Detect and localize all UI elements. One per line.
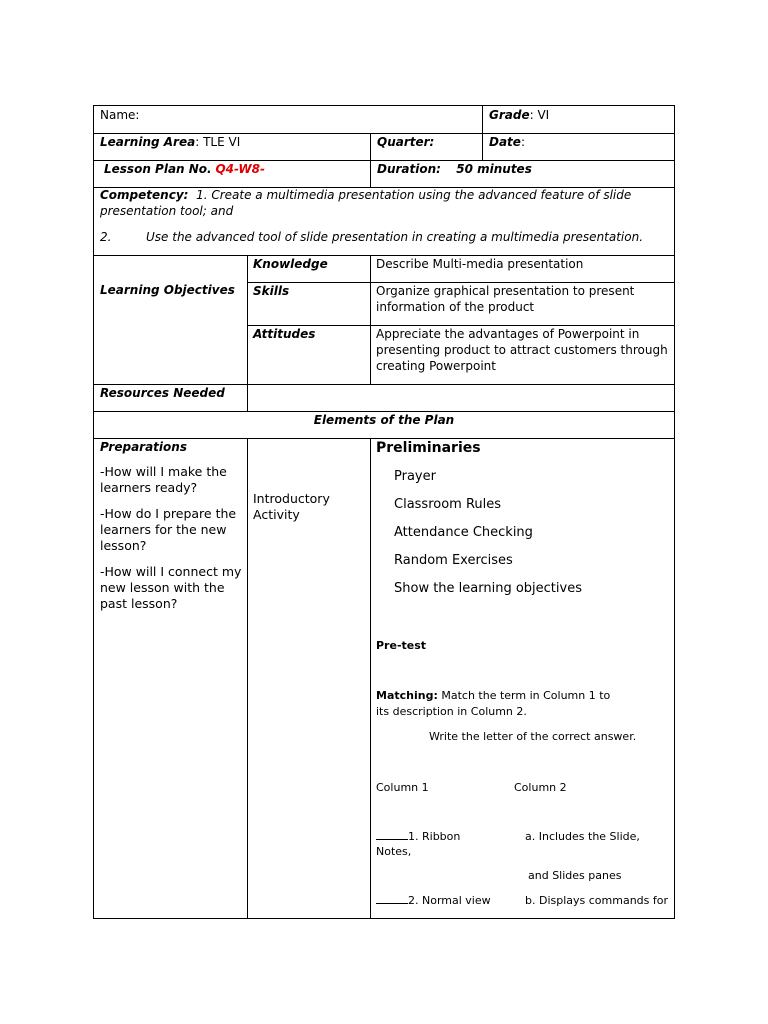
preliminaries-item-prayer: Prayer xyxy=(394,469,436,484)
matching-item-1-term: 1. Ribbon xyxy=(408,830,461,843)
resources-needed-label: Resources Needed xyxy=(100,386,225,400)
grade-value: : VI xyxy=(529,108,550,122)
lesson-plan-label: Lesson Plan No. xyxy=(104,162,212,176)
date-field xyxy=(489,134,525,150)
competency-line1 xyxy=(100,187,668,219)
matching-item-2-desc: b. Displays commands for xyxy=(525,894,669,907)
col-divider xyxy=(482,133,483,160)
preliminaries-item-attendance: Attendance Checking xyxy=(394,525,533,540)
grade-field xyxy=(489,107,549,123)
matching-item-2-term: 2. Normal view xyxy=(408,894,491,907)
duration-value: 50 minutes xyxy=(456,162,532,176)
objective-domain-attitudes: Attitudes xyxy=(253,327,316,341)
matching-item-1-desc: a. Includes the Slide, xyxy=(525,830,640,843)
matching-item-1-cont: Notes, xyxy=(376,845,412,858)
competency-item1: 1. Create a multimedia presentation using the advanced feature of slide presentation tool; and xyxy=(100,188,632,218)
matching-text: Match the term in Column 1 to its description in Column 2. xyxy=(376,689,611,718)
preparations-question-2: -How do I prepare the learners for the new lesson? xyxy=(100,506,237,553)
objective-text-skills: Organize graphical presentation to present information of the product xyxy=(376,284,635,314)
column-2-header: Column 2 xyxy=(514,781,567,794)
pretest-title: Pre-test xyxy=(376,639,427,652)
col-divider xyxy=(370,438,371,918)
learning-area-value: : TLE VI xyxy=(195,135,241,149)
learning-area-label: Learning Area xyxy=(100,135,196,149)
duration-field xyxy=(377,161,532,177)
preparations-cell xyxy=(100,439,243,612)
preliminaries-item-random-exercises: Random Exercises xyxy=(394,553,513,568)
column-1-header: Column 1 xyxy=(376,781,429,794)
answer-blank-1[interactable] xyxy=(376,829,408,840)
competency-cell xyxy=(100,187,668,245)
objective-domain-skills: Skills xyxy=(253,284,290,298)
lesson-plan-no-field xyxy=(104,161,265,177)
matching-write-instruction: Write the letter of the correct answer. xyxy=(429,730,637,743)
learning-objectives-label: Learning Objectives xyxy=(100,283,235,297)
name-label: Name: xyxy=(100,108,140,122)
quarter-field xyxy=(377,134,434,150)
date-label: Date xyxy=(489,135,521,149)
answer-blank-2[interactable] xyxy=(376,893,408,904)
preliminaries-title: Preliminaries xyxy=(376,440,481,456)
preliminaries-list xyxy=(376,468,670,598)
preparations-question-3: -How will I connect my new lesson with the past lesson? xyxy=(100,564,242,611)
objective-text-knowledge: Describe Multi-media presentation xyxy=(376,257,584,271)
learning-area-field xyxy=(100,134,240,150)
grade-label: Grade xyxy=(489,108,530,122)
introductory-activity-label: Introductory Activity xyxy=(253,491,330,522)
competency-item2-text: Use the advanced tool of slide presentation in creating a multimedia presentation. xyxy=(146,230,644,244)
name-field xyxy=(100,107,139,123)
col-divider xyxy=(247,255,248,411)
competency-item2 xyxy=(100,229,668,245)
elements-of-plan-heading: Elements of the Plan xyxy=(313,413,455,427)
quarter-label: Quarter: xyxy=(377,135,435,149)
col-divider xyxy=(482,106,483,133)
preparations-question-1: -How will I make the learners ready? xyxy=(100,464,227,495)
objective-text-attitudes: Appreciate the advantages of Powerpoint in presenting product to attract customers through creating Powerpoint xyxy=(376,327,668,373)
duration-label: Duration: xyxy=(377,162,441,176)
matching-item-1-cont2: and Slides panes xyxy=(528,869,622,882)
objective-domain-knowledge: Knowledge xyxy=(253,257,328,271)
preliminaries-item-objectives: Show the learning objectives xyxy=(394,581,582,596)
matching-item-2 xyxy=(376,893,491,909)
lesson-plan-value: Q4-W8- xyxy=(215,162,265,176)
competency-item2-number: 2. xyxy=(100,230,112,244)
preparations-title: Preparations xyxy=(100,440,187,454)
competency-label: Competency: xyxy=(100,188,189,202)
preliminaries-item-classroom-rules: Classroom Rules xyxy=(394,497,502,512)
col-divider xyxy=(370,255,371,384)
lesson-plan-table xyxy=(93,105,675,919)
matching-instructions xyxy=(376,688,626,720)
matching-label: Matching: xyxy=(376,689,438,702)
col-divider xyxy=(247,438,248,918)
col-divider xyxy=(370,133,371,187)
preliminaries-cell xyxy=(376,439,670,598)
date-colon: : xyxy=(520,135,525,149)
matching-item-1 xyxy=(376,829,460,845)
